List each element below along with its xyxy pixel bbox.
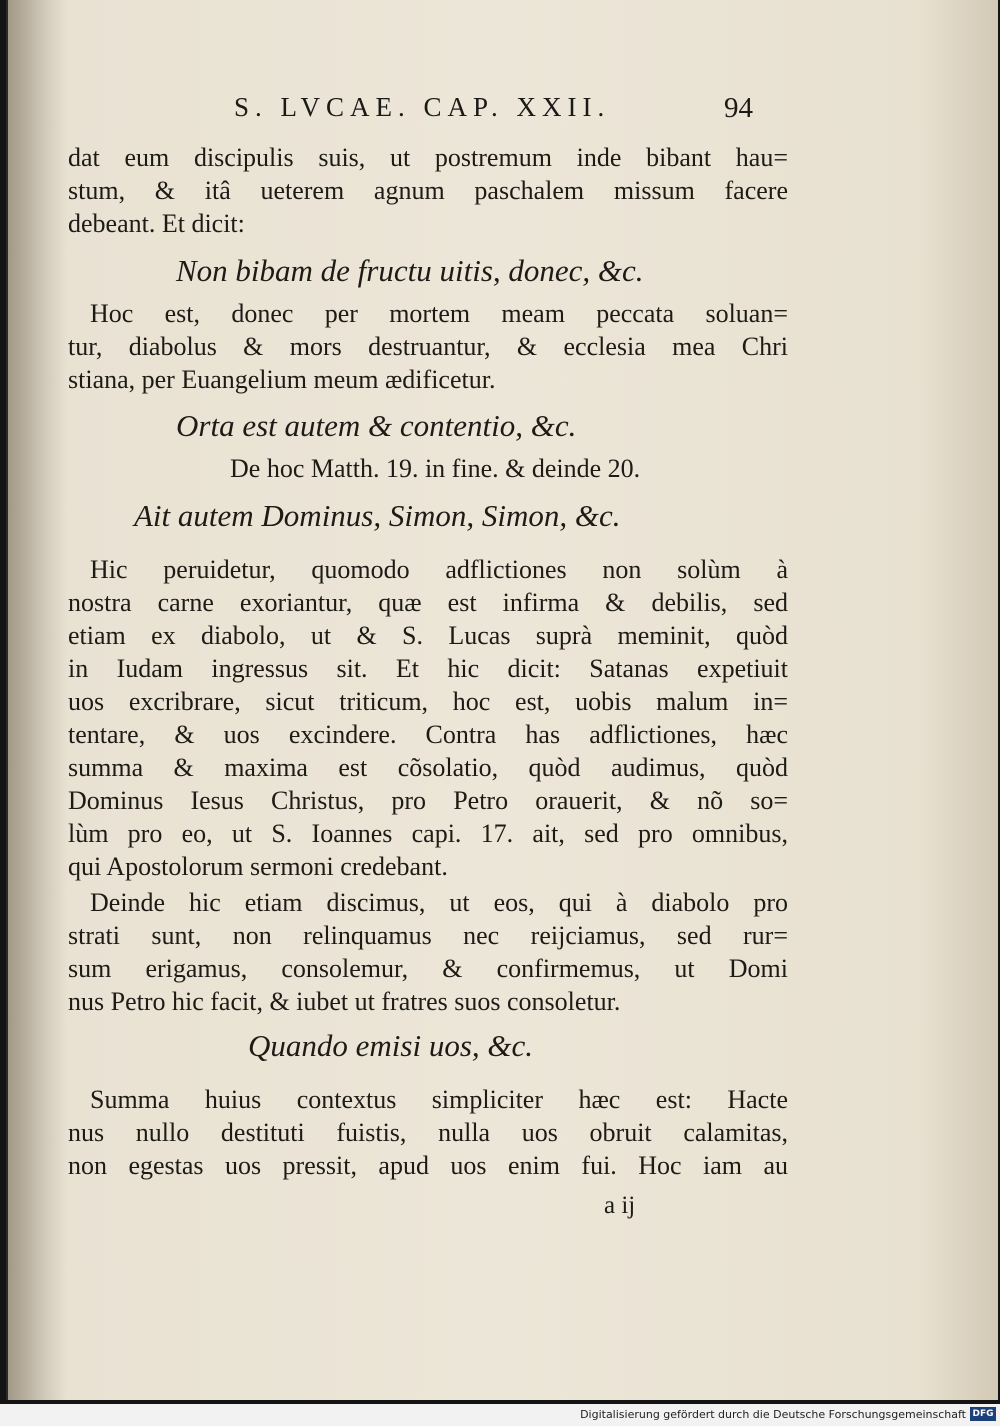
text-line: De hoc Matth. 19. in fine. & deinde 20. [230, 454, 641, 483]
paragraph-hoc-est [68, 297, 788, 396]
text-line: nostra carne exoriantur, quæ est infirma & debilis, sed [68, 588, 788, 617]
text-line: dat eum discipulis suis, ut postremum inde bibant hau= [68, 143, 788, 172]
signature-mark: a ij [604, 1192, 636, 1219]
lemma-heading: Orta est autem & contentio, &c. [176, 408, 577, 443]
text-line: nus nullo destituti fuistis, nulla uos obruit calamitas, [68, 1118, 788, 1147]
dfg-logo: DFG [970, 1407, 996, 1421]
gutter-shadow [8, 0, 68, 1400]
paragraph-opening [68, 141, 788, 240]
text-line: summa & maxima est cõsolatio, quòd audimus, quòd [68, 753, 788, 782]
lemma-heading: Quando emisi uos, &c. [248, 1028, 534, 1063]
text-line: tentare, & uos excindere. Contra has adflictiones, hæc [68, 720, 788, 749]
funding-note: Digitalisierung gefördert durch die Deutsche Forschungsgemeinschaft [580, 1408, 966, 1421]
text-line: tur, diabolus & mors destruantur, & ecclesia mea Chri [68, 332, 788, 361]
page-number: 94 [724, 92, 753, 124]
lemma-heading: Non bibam de fructu uitis, donec, &c. [176, 253, 644, 288]
cross-reference [230, 452, 750, 485]
text-line: Hoc est, donec per mortem meam peccata soluan= [90, 299, 788, 328]
text-line: qui Apostolorum sermoni credebant. [68, 852, 448, 881]
paragraph-hic-peruidetur [68, 553, 788, 883]
text-line: strati sunt, non relinquamus nec reijciamus, sed rur= [68, 921, 788, 950]
text-line: Deinde hic etiam discimus, ut eos, qui à diabolo pro [90, 888, 788, 917]
text-line: stiana, per Euangelium meum ædificetur. [68, 365, 496, 394]
lemma-heading: Ait autem Dominus, Simon, Simon, &c. [134, 498, 621, 533]
running-head: S. LVCAE. CAP. XXII. [234, 92, 611, 122]
text-line: Hic peruidetur, quomodo adflictiones non solùm à [90, 555, 788, 584]
page-header [8, 92, 998, 136]
text-line: Summa huius contextus simpliciter hæc est: Hacte [90, 1085, 788, 1114]
text-line: etiam ex diabolo, ut & S. Lucas suprà meminit, quòd [68, 621, 788, 650]
text-line: debeant. Et dicit: [68, 209, 245, 238]
digitization-footer [0, 1404, 1000, 1426]
text-line: lùm pro eo, ut S. Ioannes capi. 17. ait, sed pro omnibus, [68, 819, 788, 848]
paragraph-summa [68, 1083, 788, 1182]
text-line: non egestas uos pressit, apud uos enim fui. Hoc iam au [68, 1151, 788, 1180]
text-line: Dominus Iesus Christus, pro Petro orauerit, & nõ so= [68, 786, 788, 815]
text-line: stum, & itâ ueterem agnum paschalem missum facere [68, 176, 788, 205]
text-line: sum erigamus, consolemur, & confirmemus, ut Domi [68, 954, 788, 983]
text-line: uos excribrare, sicut triticum, hoc est, uobis malum in= [68, 687, 788, 716]
book-page [6, 0, 998, 1400]
paragraph-deinde [68, 886, 788, 1018]
text-line: nus Petro hic facit, & iubet ut fratres suos consoletur. [68, 987, 621, 1016]
text-line: in Iudam ingressus sit. Et hic dicit: Satanas expetiuit [68, 654, 788, 683]
